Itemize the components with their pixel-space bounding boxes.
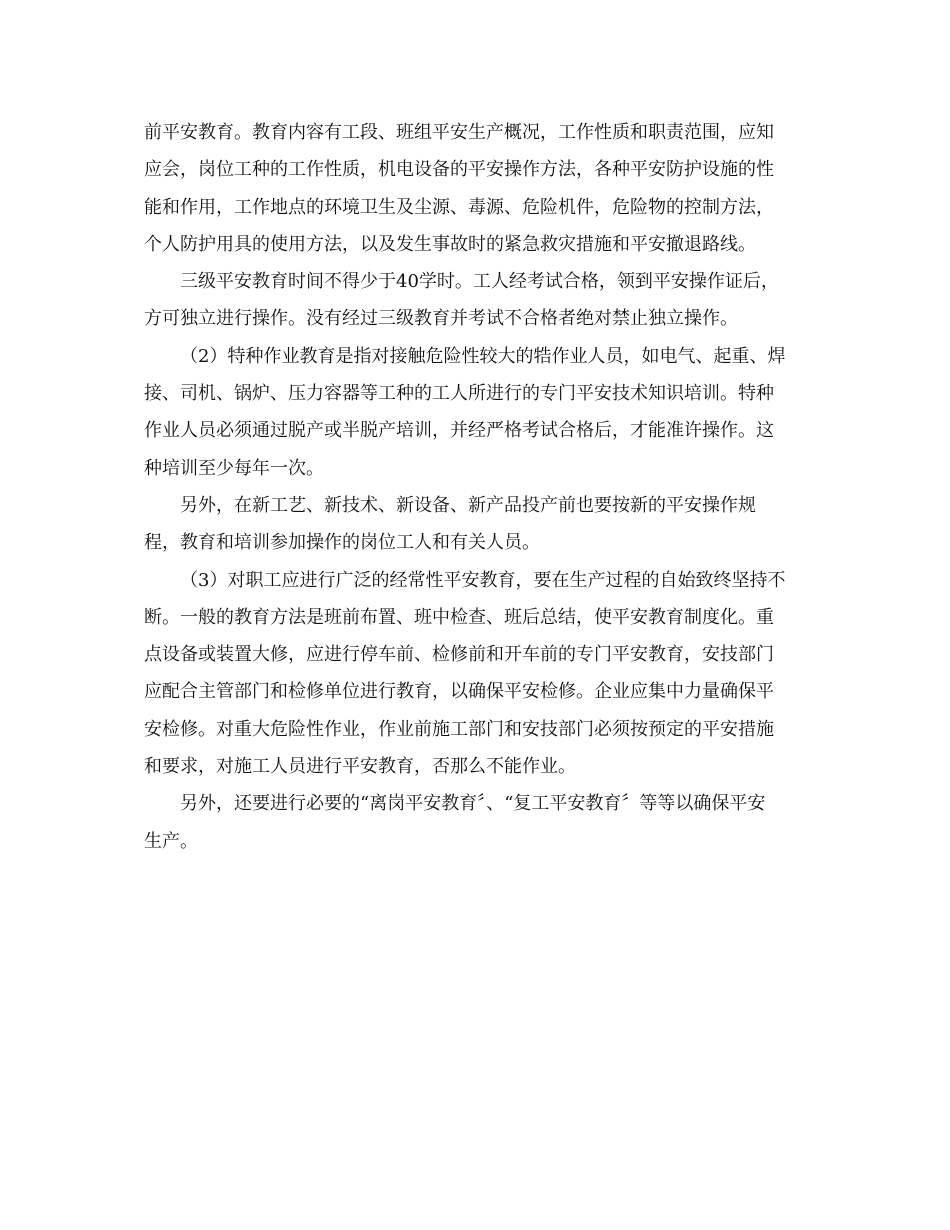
text-line: （2）特种作业教育是指对接触危险性较大的牿作业人员，如电气、起重、焊 (180, 345, 786, 367)
text-line: 安检修。对重大危险性作业，作业前施工部门和安技部门必须按预定的平安措施 (144, 718, 774, 740)
text-line: 作业人员必须通过脱产或半脱产培训，并经严格考试合格后，才能准许操作。这 (144, 420, 774, 442)
text-line: 三级平安教育时间不得少于40学时。工人经考试合格，领到平安操作证后， (180, 271, 779, 293)
text-line: 种培训至少每年一次。 (144, 457, 324, 479)
text-line: 方可独立进行操作。没有经过三级教育并考试不合格者绝对禁止独立操作。 (144, 308, 738, 330)
text-line: 程，教育和培训参加操作的岗位工人和有关人员。 (144, 532, 540, 554)
text-line: 应配合主管部门和检修单位进行教育，以确保平安检修。企业应集中力量确保平 (144, 681, 774, 703)
text-line: 接、司机、锅炉、压力容器等工种的工人所进行的专门平安技术知识培训。特种 (144, 383, 774, 405)
paragraph (144, 263, 812, 338)
paragraph (144, 338, 812, 487)
text-line: 个人防护用具的使用方法，以及发生事故时的紧急救灾措施和平安撤退路线。 (144, 233, 756, 255)
text-line: （3）对职工应进行广泛的经常性平安教育，要在生产过程的自始致终坚持不 (180, 569, 786, 591)
text-line: 前平安教育。教育内容有工段、班组平安生产概况，工作性质和职责范围，应知 (144, 122, 774, 143)
text-line: 点设备或装置大修，应进行停车前、检修前和开车前的专门平安教育，安技部门 (144, 644, 774, 666)
text-line: 和要求，对施工人员进行平安教育，否那么不能作业。 (144, 756, 576, 778)
text-line: 能和作用，工作地点的环境卫生及尘源、毒源、危险机件，危险物的控制方法， (144, 196, 774, 218)
text-line: 断。一般的教育方法是班前布置、班中检查、班后总结，使平安教育制度化。重 (144, 606, 774, 628)
paragraph (144, 487, 812, 562)
paragraph (144, 114, 812, 263)
text-line: 另外，在新工艺、新技术、新设备、新产品投产前也要按新的平安操作规 (180, 494, 756, 516)
document-page (144, 114, 812, 860)
text-line: 生产。 (144, 830, 198, 852)
paragraph (144, 785, 812, 860)
paragraph (144, 562, 812, 786)
text-line: 应会，岗位工种的工作性质，机电设备的平安操作方法，各种平安防护设施的性 (144, 159, 774, 181)
text-line: 另外，还要进行必要的“离岗平安教育〞、“复工平安教育〞等等以确保平安 (180, 793, 766, 815)
